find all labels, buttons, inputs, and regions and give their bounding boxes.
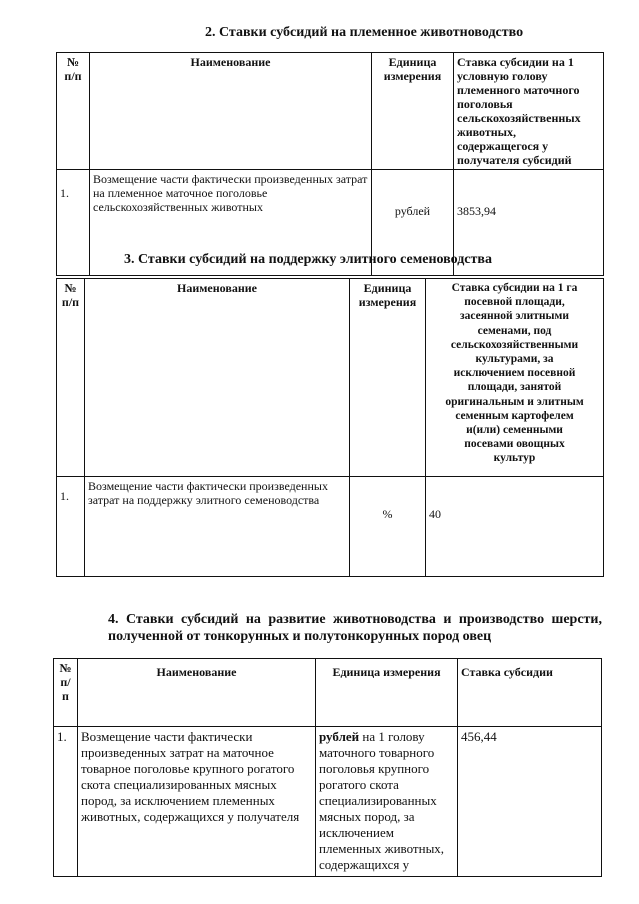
row-rate: 3853,94: [454, 170, 604, 276]
row-unit: %: [350, 477, 426, 577]
header-rate: Ставка субсидии: [458, 659, 602, 727]
section-2-table: [56, 52, 604, 276]
row-rate: 456,44: [458, 727, 602, 877]
row-num: 1.: [57, 477, 85, 577]
row-unit: рублей: [372, 170, 454, 276]
header-rate: Ставка субсидии на 1 га посевной площади, засеянной элитными семенами, под сельскохозяйственными культурами, за исключением посевной площади, занятой оригинальным и элитным семенным картофелем и(или) семенными посевами овощных культур: [426, 279, 604, 477]
row-unit-bold: рублей: [319, 729, 360, 744]
section-3-table: [56, 278, 604, 577]
header-name: Наименование: [90, 53, 372, 170]
row-unit-rest: на 1 голову маточного товарного поголовья крупного рогатого скота специализированных мясных пород, за исключением племенных животных, содержащихся у: [319, 729, 445, 872]
row-name: Возмещение части фактически произведенных затрат на племенное маточное поголовье сельскохозяйственных животных: [90, 170, 372, 276]
table-row: [57, 477, 604, 577]
header-name: Наименование: [78, 659, 316, 727]
row-num: 1.: [57, 170, 90, 276]
header-num: № п/п: [57, 53, 90, 170]
section-4-table: [53, 658, 602, 877]
header-unit: Единица измерения: [372, 53, 454, 170]
header-rate: Ставка субсидии на 1 условную голову племенного маточного поголовья сельскохозяйственных животных, содержащегося у получателя субсидий: [454, 53, 604, 170]
header-unit: Единица измерения: [350, 279, 426, 477]
row-name: Возмещение части фактически произведенных затрат на поддержку элитного семеноводства: [85, 477, 350, 577]
header-num: № п/п: [57, 279, 85, 477]
section-4-title: 4. Ставки субсидий на развитие животноводства и производство шерсти, полученной от тонкорунных и полутонкорунных пород овец: [108, 612, 602, 644]
row-name: Возмещение части фактически произведенных затрат на маточное товарное поголовье крупного рогатого скота специализированных мясных пород, за исключением племенных животных, содержащихся у получателя: [78, 727, 316, 877]
header-num: № п/п: [54, 659, 78, 727]
header-unit: Единица измерения: [316, 659, 458, 727]
row-rate: 40: [426, 477, 604, 577]
row-unit: [316, 727, 458, 877]
section-2-title: 2. Ставки субсидий на племенное животноводство: [205, 25, 524, 40]
header-name: Наименование: [85, 279, 350, 477]
table-row: [54, 727, 602, 877]
row-num: 1.: [54, 727, 78, 877]
section-3-title: 3. Ставки субсидий на поддержку элитного семеноводства: [124, 252, 492, 267]
